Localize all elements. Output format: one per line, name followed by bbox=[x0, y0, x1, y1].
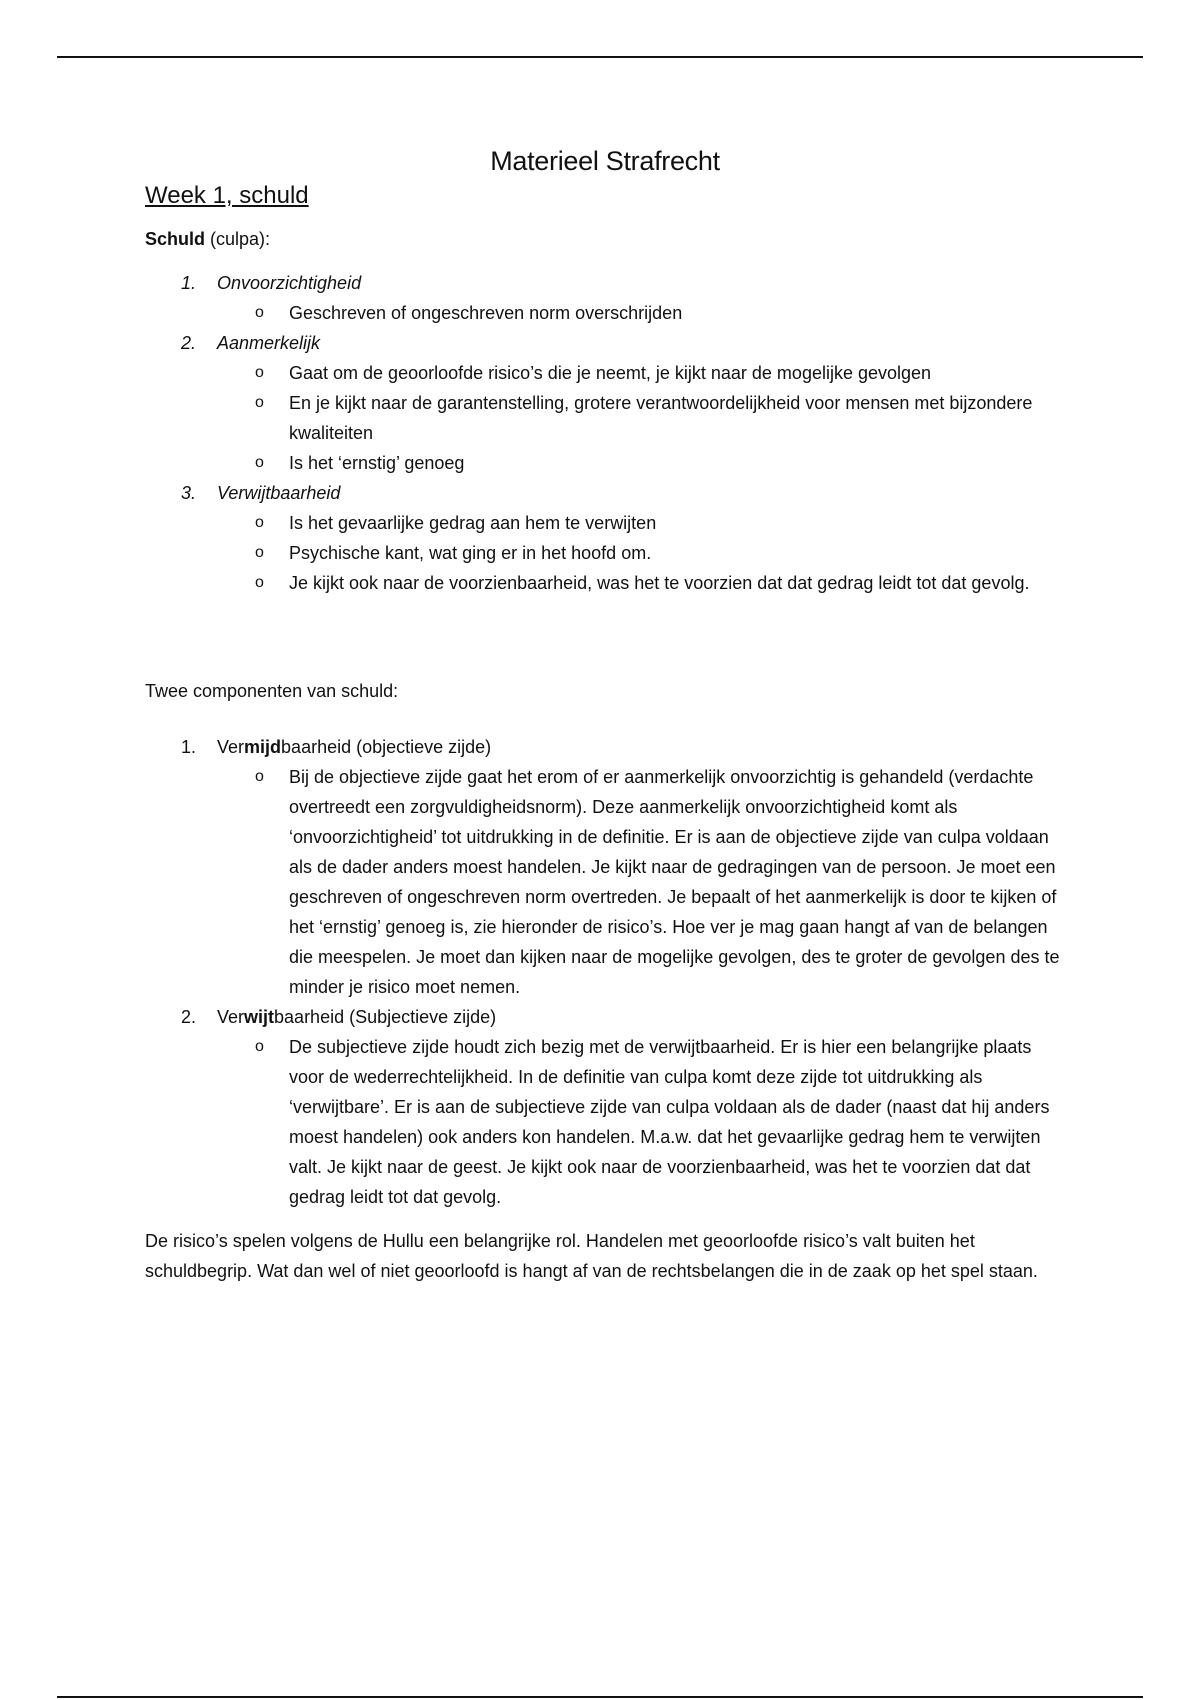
list-item bbox=[145, 328, 1065, 478]
sub-list bbox=[217, 358, 1065, 478]
list-number: 2. bbox=[181, 333, 197, 353]
bullet-icon: o bbox=[255, 768, 264, 785]
sub-list-item bbox=[255, 508, 1065, 538]
components-list bbox=[145, 732, 1065, 1212]
bullet-icon: o bbox=[255, 1038, 264, 1055]
sub-item-text: Is het gevaarlijke gedrag aan hem te verwijten bbox=[289, 513, 657, 533]
list-item-label: Aanmerkelijk bbox=[217, 333, 321, 353]
sub-list-item bbox=[255, 388, 1065, 448]
sub-list bbox=[217, 508, 1065, 598]
component-label bbox=[217, 1007, 496, 1027]
schuld-term: Schuld bbox=[145, 229, 206, 249]
sub-list-item bbox=[255, 538, 1065, 568]
bullet-icon: o bbox=[255, 454, 264, 471]
week-heading: Week 1, schuld bbox=[145, 182, 309, 209]
list-number: 1. bbox=[181, 737, 197, 757]
list-item-label: Onvoorzichtigheid bbox=[217, 273, 362, 293]
label-emphasis: mijd bbox=[244, 737, 282, 757]
list-item-label: Verwijtbaarheid bbox=[217, 483, 341, 503]
list-number: 3. bbox=[181, 483, 197, 503]
list-number: 2. bbox=[181, 1007, 197, 1027]
bullet-icon: o bbox=[255, 304, 264, 321]
sub-item-text: Bij de objectieve zijde gaat het erom of er aanmerkelijk onvoorzichtig is gehandeld (verdachte overtreedt een zorgvuldigheidsnorm). Deze aanmerkelijk onvoorzichtigheid komt als ‘onvoorzichtigheid’ tot uitdrukking in de definitie. Er is aan de objectieve zijde van culpa voldaan als de dader anders moest handelen. Je kijkt naar de gedragingen van de persoon. Je moet een geschreven of ongeschreven norm overtreden. Je bepaalt of het aanmerkelijk is door te kijken of het ‘ernstig’ genoeg is, zie hieronder de risico’s. Hoe ver je mag gaan hangt af van de belangen die meespelen. Je moet dan kijken naar de mogelijke gevolgen, des te groter de gevolgen des te minder je risico moet nemen. bbox=[289, 767, 1060, 997]
sub-list bbox=[217, 1032, 1065, 1212]
list-number: 1. bbox=[181, 273, 197, 293]
bullet-icon: o bbox=[255, 514, 264, 531]
label-emphasis: wijt bbox=[244, 1007, 275, 1027]
list-item bbox=[145, 1002, 1065, 1212]
sub-item-text: Psychische kant, wat ging er in het hoofd om. bbox=[289, 543, 652, 563]
bullet-icon: o bbox=[255, 544, 264, 561]
bullet-icon: o bbox=[255, 364, 264, 381]
sub-list-item bbox=[255, 568, 1065, 598]
label-suffix: baarheid (Subjectieve zijde) bbox=[274, 1007, 497, 1027]
sub-item-text: Je kijkt ook naar de voorzienbaarheid, was het te voorzien dat dat gedrag leidt tot dat gevolg. bbox=[289, 573, 1030, 593]
sub-list-item bbox=[255, 1032, 1065, 1212]
closing-paragraph: De risico’s spelen volgens de Hullu een belangrijke rol. Handelen met geoorloofde risico’s valt buiten het schuldbegrip. Wat dan wel of niet geoorloofd is hangt af van de rechtsbelangen die in de zaak op het spel staan. bbox=[145, 1231, 1038, 1281]
label-suffix: baarheid (objectieve zijde) bbox=[281, 737, 492, 757]
list-item bbox=[145, 268, 1065, 328]
sub-list bbox=[217, 298, 1065, 328]
footer-rule bbox=[57, 1696, 1143, 1698]
sub-list-item bbox=[255, 448, 1065, 478]
components-intro: Twee componenten van schuld: bbox=[145, 681, 399, 701]
document-page bbox=[145, 146, 1065, 1304]
component-label bbox=[217, 737, 491, 757]
sub-item-text: Is het ‘ernstig’ genoeg bbox=[289, 453, 465, 473]
schuld-suffix: (culpa): bbox=[205, 229, 271, 249]
header-rule bbox=[57, 56, 1143, 58]
label-prefix: Ver bbox=[217, 1007, 245, 1027]
sub-item-text: Gaat om de geoorloofde risico’s die je neemt, je kijkt naar de mogelijke gevolgen bbox=[289, 363, 932, 383]
sub-item-text: Geschreven of ongeschreven norm overschrijden bbox=[289, 303, 683, 323]
list-item bbox=[145, 732, 1065, 1002]
sub-list bbox=[217, 762, 1065, 1002]
sub-list-item bbox=[255, 358, 1065, 388]
schuld-elements-list bbox=[145, 268, 1065, 598]
label-prefix: Ver bbox=[217, 737, 245, 757]
schuld-definition bbox=[145, 224, 1065, 254]
sub-list-item bbox=[255, 298, 1065, 328]
list-item bbox=[145, 478, 1065, 598]
sub-item-text: En je kijkt naar de garantenstelling, grotere verantwoordelijkheid voor mensen met bijzondere kwaliteiten bbox=[289, 393, 1033, 443]
bullet-icon: o bbox=[255, 574, 264, 591]
bullet-icon: o bbox=[255, 394, 264, 411]
sub-list-item bbox=[255, 762, 1065, 1002]
sub-item-text: De subjectieve zijde houdt zich bezig met de verwijtbaarheid. Er is hier een belangrijke plaats voor de wederrechtelijkheid. In de definitie van culpa komt deze zijde tot uitdrukking als ‘verwijtbare’. Er is aan de subjectieve zijde van culpa voldaan als de dader (naast dat hij anders moest handelen) ook anders kon handelen. M.a.w. dat het gevaarlijke gedrag hem te verwijten valt. Je kijkt naar de geest. Je kijkt ook naar de voorzienbaarheid, was het te voorzien dat dat gedrag leidt tot dat gevolg. bbox=[289, 1037, 1050, 1207]
document-title: Materieel Strafrecht bbox=[490, 146, 720, 176]
